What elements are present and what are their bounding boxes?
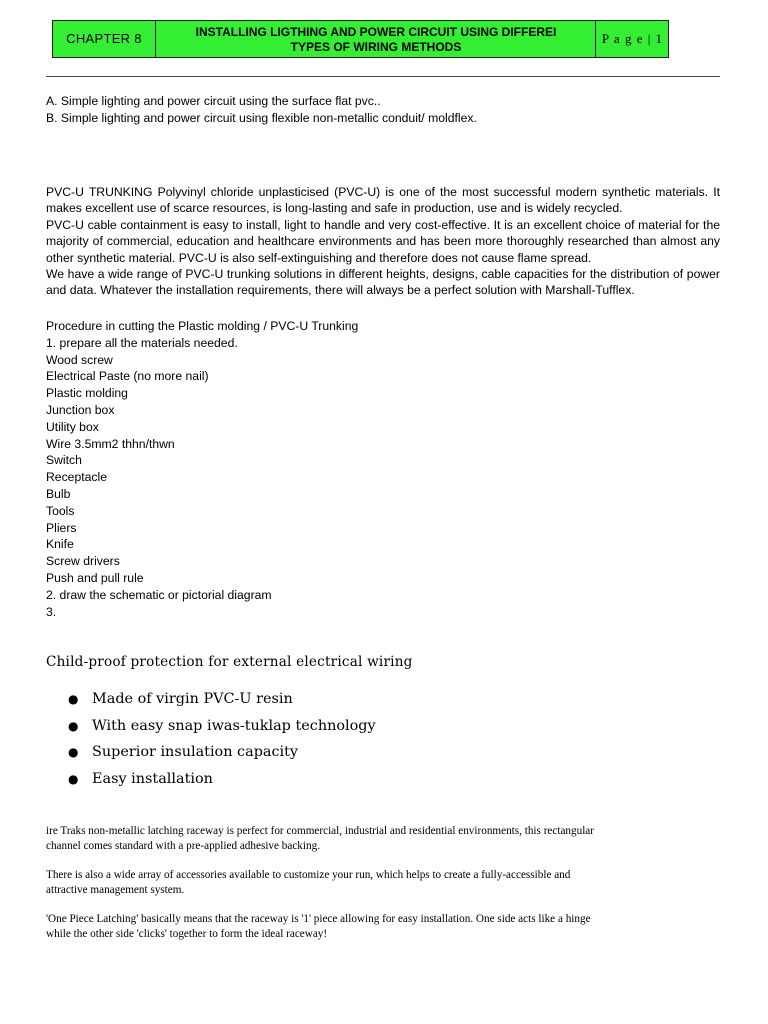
child-proof-heading: Child-proof protection for external electrical wiring: [46, 654, 413, 670]
material-item: Push and pull rule: [46, 570, 144, 585]
material-item: Wood screw: [46, 352, 113, 367]
raceway-line: while the other side 'clicks' together to form the ideal raceway!: [46, 928, 328, 941]
feature-text: Made of virgin PVC-U resin: [92, 691, 293, 707]
bullet-dot-icon: ●: [68, 745, 79, 759]
raceway-paragraph-3: [46, 912, 722, 942]
pvc-paragraph-1: PVC-U TRUNKING Polyvinyl chloride unplasticised (PVC-U) is one of the most successful modern synthetic materials. It makes excellent use of scarce resources, is long-lasting and safe in production, use and is widely recycled.: [46, 185, 720, 216]
material-item: Utility box: [46, 419, 99, 434]
material-item: Wire 3.5mm2 thhn/thwn: [46, 436, 175, 451]
bullet-dot-icon: ●: [68, 771, 79, 786]
pvc-paragraph-2: PVC-U cable containment is easy to install, light to handle and very cost-effective. It is an excellent choice of material for the majority of commercial, education and healthcare environments and has been more thoroughly researched than almost any other synthetic material. PVC-U is also self-extinguishing and therefore does not cause flame spread.: [46, 217, 720, 265]
material-item: Electrical Paste (no more nail): [46, 369, 209, 384]
feature-bullet-list: [46, 689, 376, 795]
raceway-paragraph-1: [46, 824, 722, 854]
feature-bullet: [46, 769, 376, 796]
page-number: P a g e | 1: [595, 21, 669, 57]
raceway-line: There is also a wide array of accessories available to customize your run, which helps to create a fully-accessible and: [46, 869, 571, 881]
procedure-step-1: 1. prepare all the materials needed.: [46, 335, 238, 350]
material-item: Pliers: [46, 520, 77, 535]
header-divider: [46, 76, 720, 77]
raceway-line: attractive management system.: [46, 884, 185, 897]
feature-text: With easy snap iwas-tuklap technology: [92, 717, 376, 734]
material-item: Knife: [46, 537, 74, 552]
material-item: Tools: [46, 503, 75, 518]
chapter-title: [157, 25, 595, 55]
procedure-step-2: 2. draw the schematic or pictorial diagram: [46, 587, 272, 602]
raceway-line: ire Traks non-metallic latching raceway is perfect for commercial, industrial and residential environments, this rectangular: [46, 825, 595, 837]
feature-bullet: [46, 689, 376, 716]
feature-bullet: [46, 742, 376, 769]
pvc-paragraph-3: We have a wide range of PVC-U trunking solutions in different heights, designs, cable capacities for the distribution of power and data. Whatever the installation requirements, there will always be a perfect solution with Marshall-Tufflex.: [46, 267, 720, 298]
feature-text: Superior insulation capacity: [92, 744, 299, 760]
material-item: Screw drivers: [46, 554, 120, 569]
chapter-title-line-2: TYPES OF WIRING METHODS: [290, 40, 462, 54]
material-item: Bulb: [46, 486, 71, 501]
bullet-dot-icon: ●: [68, 718, 79, 733]
raceway-paragraph-2: [46, 868, 722, 898]
bullet-dot-icon: ●: [68, 692, 79, 706]
material-item: Plastic molding: [46, 386, 128, 401]
feature-bullet: [46, 716, 376, 743]
procedure-title: Procedure in cutting the Plastic molding / PVC-U Trunking: [46, 319, 359, 333]
material-item: Receptacle: [46, 470, 107, 485]
procedure-step-3: 3.: [46, 604, 57, 619]
intro-item-a: A. Simple lighting and power circuit using the surface flat pvc..: [46, 94, 381, 108]
raceway-line: 'One Piece Latching' basically means that the raceway is '1' piece allowing for easy installation. One side acts like a hinge: [46, 913, 591, 925]
material-item: Switch: [46, 453, 82, 468]
intro-list: [46, 93, 726, 127]
intro-item-b: B. Simple lighting and power circuit using flexible non-metallic conduit/ moldflex.: [46, 111, 477, 125]
page-header: [52, 20, 669, 58]
procedure-section: [46, 318, 546, 620]
feature-text: Easy installation: [92, 770, 213, 787]
chapter-title-line-1: INSTALLING LIGTHING AND POWER CIRCUIT USING DIFFEREI: [195, 25, 557, 39]
pvc-description: [46, 184, 720, 299]
material-item: Junction box: [46, 402, 115, 417]
chapter-label: CHAPTER 8: [53, 21, 156, 57]
raceway-line: channel comes standard with a pre-applied adhesive backing.: [46, 840, 320, 853]
